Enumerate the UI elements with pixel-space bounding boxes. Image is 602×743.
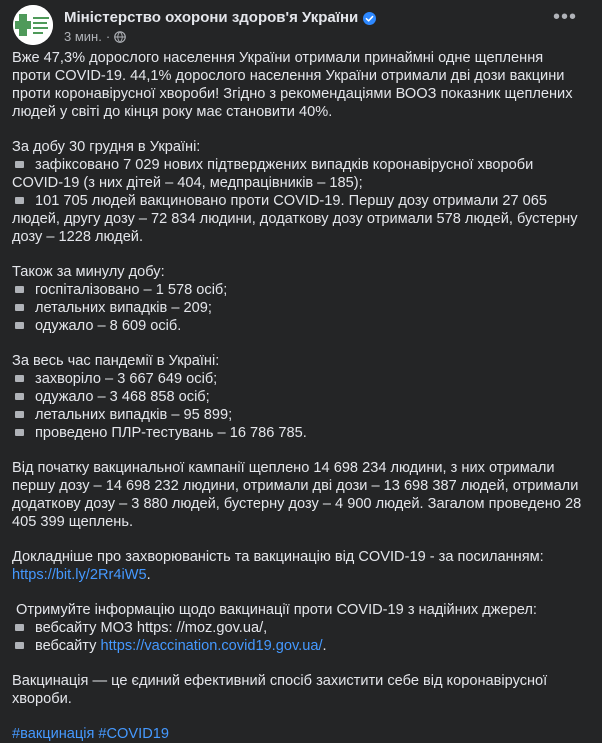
bullet-icon [15, 411, 24, 418]
intro-paragraph: Вже 47,3% дорослого населення України отримали принаймні одне щеплення проти COVID-19. 44,1% дорослого населення України отримали дві дози вакцини проти коронавірусної хвороби! Згідно з рекомендаціями ВООЗ показник щеплених людей у світі до кінця року має становити 40%. [12, 50, 573, 120]
hashtag-covid19[interactable]: #COVID19 [98, 726, 169, 742]
details-link[interactable]: https://bit.ly/2Rr4iW5 [12, 567, 147, 583]
verified-badge-icon [363, 12, 376, 25]
bullet-icon [15, 161, 24, 168]
details-paragraph: Докладніше про захворюваність та вакцинацію від COVID-19 - за посиланням: https://bit.ly/2Rr4iW5. [12, 549, 544, 583]
post-header [12, 0, 590, 50]
post-time[interactable]: 3 мин. [64, 29, 102, 44]
pandemic-title: За весь час пандемії в Україні: [12, 353, 220, 369]
bullet-icon [15, 286, 24, 293]
list-item: проведено ПЛР-тестувань – 16 786 785. [12, 424, 584, 442]
more-options-icon[interactable]: ••• [552, 6, 577, 28]
sources-title: Отримуйте інформацію щодо вакцинації проти COVID-19 з надійних джерел: [16, 602, 537, 618]
list-item: захворіло – 3 667 649 осіб; [12, 370, 584, 388]
page-name[interactable]: Міністерство охорони здоров'я України [64, 9, 359, 26]
pandemic-stats [12, 352, 584, 442]
list-item: госпіталізовано – 1 578 осіб; [12, 281, 584, 299]
ministry-logo [13, 5, 53, 45]
list-item: 101 705 людей вакциновано проти COVID-19. Першу дозу отримали 27 065 людей, другу дозу – 72 834 людини, додаткову дозу отримали 578 людей, бустерну дозу – 1228 людей. [12, 193, 578, 245]
list-item: летальних випадків – 95 899; [12, 406, 584, 424]
campaign-paragraph: Від початку вакцинальної кампанії щеплено 14 698 234 людини, з них отримали першу дозу – 14 698 232 людини, отримали дві дози – 13 698 387 людей, отримали додаткову дозу – 3 880 людей, бустерну дозу – 4 900 людей. Загалом проведено 28 405 399 щеплень. [12, 460, 582, 530]
vaccination-link[interactable]: https://vaccination.covid19.gov.ua/ [100, 638, 323, 654]
bullet-icon [15, 304, 24, 311]
details-text: Докладніше про захворюваність та вакцинацію від COVID-19 - за посиланням: [12, 549, 544, 565]
bullet-icon [15, 429, 24, 436]
day-title: За добу 30 грудня в Україні: [12, 139, 201, 155]
post-text [12, 49, 584, 743]
closing-paragraph: Вакцинація — це єдиний ефективний спосіб захистити себе від коронавірусної хвороби. [12, 673, 548, 707]
bullet-icon [15, 322, 24, 329]
list-item: летальних випадків – 209; [12, 299, 584, 317]
page-avatar[interactable] [13, 5, 53, 45]
bullet-icon [15, 375, 24, 382]
list-item: вебсайту МОЗ https: //moz.gov.ua/, [12, 619, 584, 637]
also-stats [12, 263, 584, 335]
bullet-icon [15, 624, 24, 631]
bullet-icon [15, 393, 24, 400]
bullet-icon [15, 197, 24, 204]
sources-paragraph [12, 601, 584, 655]
also-title: Також за минулу добу: [12, 264, 165, 280]
page-name-line [64, 9, 376, 27]
list-item: одужало – 8 609 осіб. [12, 317, 584, 335]
hashtags [12, 725, 584, 743]
list-item: вебсайту https://vaccination.covid19.gov.ua/. [12, 637, 584, 655]
hashtag-vaccination[interactable]: #вакцинація [12, 726, 95, 742]
list-item: одужало – 3 468 858 осіб; [12, 388, 584, 406]
bullet-icon [15, 642, 24, 649]
meta-separator: · [105, 29, 111, 44]
day-stats [12, 138, 584, 246]
list-item: зафіксовано 7 029 нових підтверджених випадків коронавірусної хвороби COVID-19 (з них дітей – 404, медпрацівників – 185); [12, 157, 534, 191]
post-meta [64, 28, 126, 46]
globe-icon[interactable] [114, 31, 126, 43]
